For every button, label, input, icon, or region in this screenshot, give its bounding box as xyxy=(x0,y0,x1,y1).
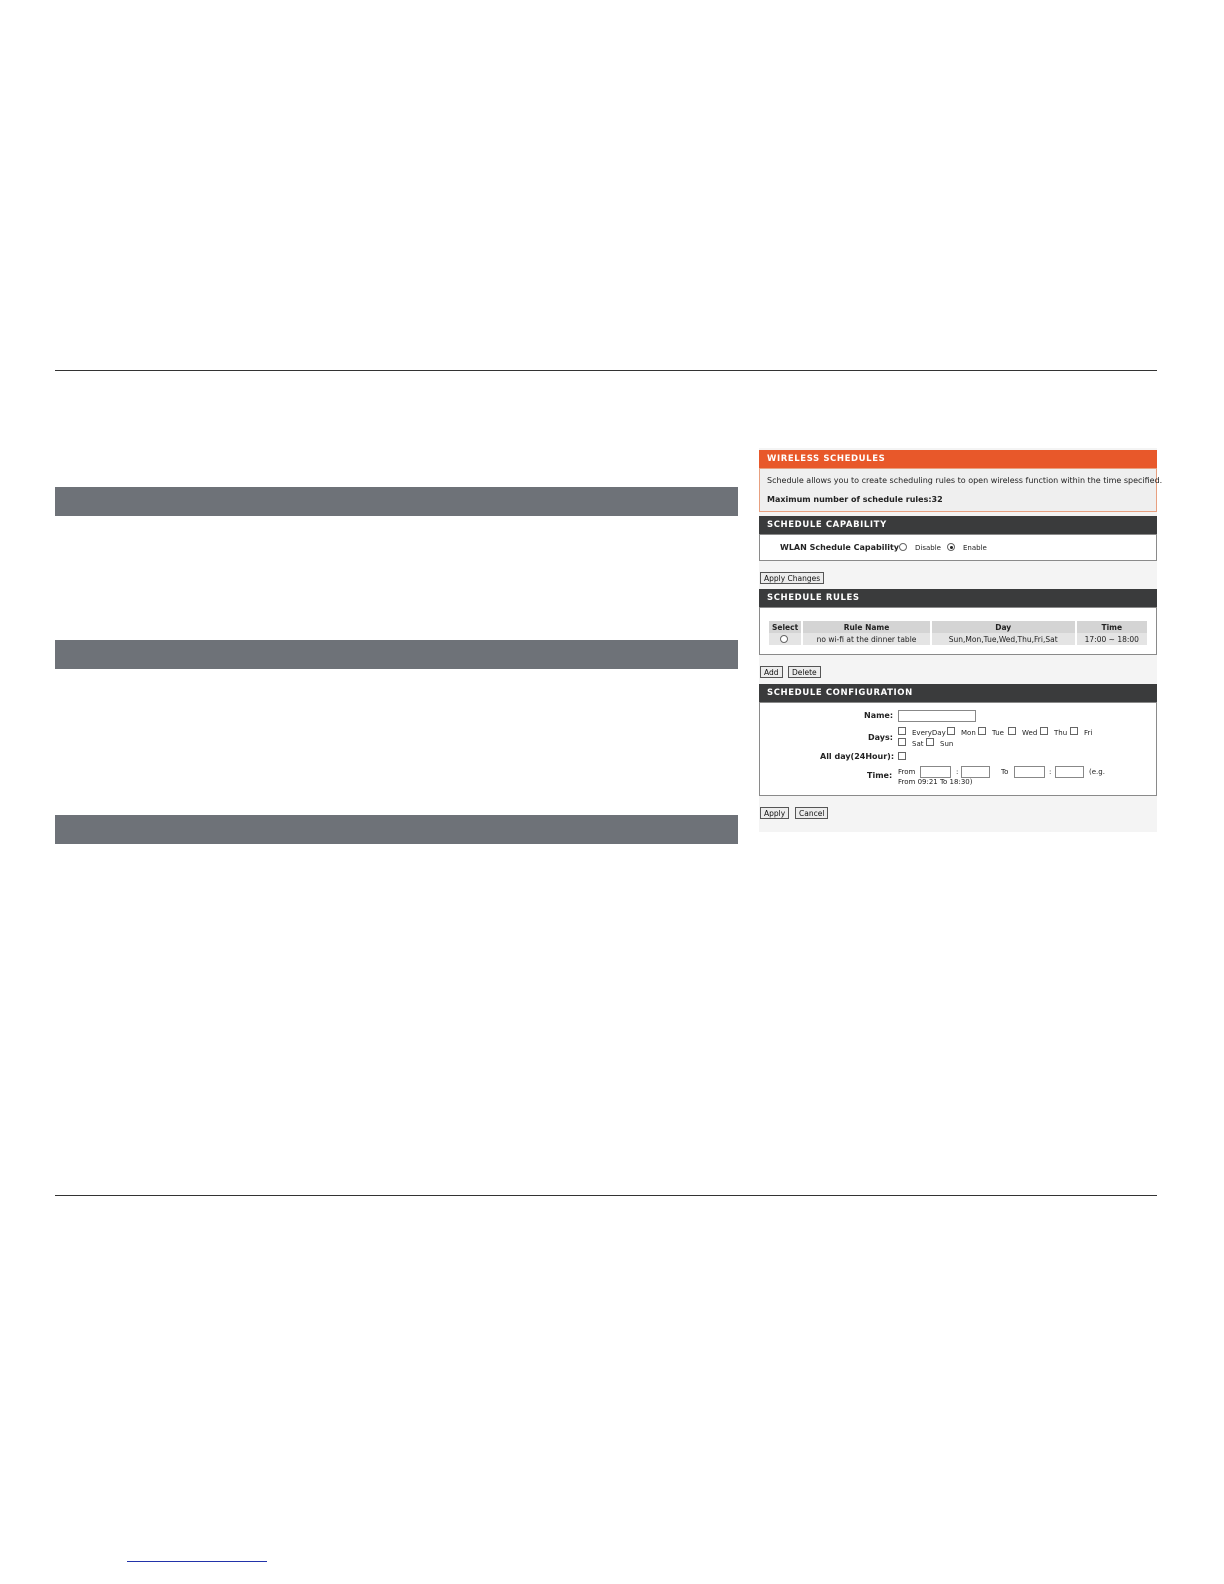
wireless-schedules-box xyxy=(759,468,1163,512)
enable-radio[interactable] xyxy=(947,543,955,551)
apply-changes-button[interactable]: Apply Changes xyxy=(760,572,824,584)
rule-select-radio[interactable] xyxy=(780,635,788,643)
footer-link-underline xyxy=(127,1561,267,1562)
allday-checkbox[interactable] xyxy=(898,752,906,760)
from-hour-input[interactable] xyxy=(920,766,951,778)
wed-label: Wed xyxy=(1022,729,1038,737)
sat-label: Sat xyxy=(912,740,924,748)
to-hour-input[interactable] xyxy=(1014,766,1045,778)
enable-label: Enable xyxy=(963,544,987,552)
example-label: (e.g. xyxy=(1089,768,1105,776)
sun-label: Sun xyxy=(940,740,954,748)
tue-label: Tue xyxy=(992,729,1004,737)
bottom-divider xyxy=(55,1195,1157,1196)
wireless-schedules-header: WIRELESS SCHEDULES xyxy=(759,450,1157,468)
apply-button[interactable]: Apply xyxy=(760,807,789,819)
col-time: Time xyxy=(1077,621,1147,633)
col-rule-name: Rule Name xyxy=(803,621,930,633)
thu-checkbox[interactable] xyxy=(1040,727,1048,735)
section-heading-bar-3 xyxy=(55,815,738,844)
time-label: Time: xyxy=(867,771,893,780)
row-select-cell xyxy=(769,633,801,645)
everyday-checkbox[interactable] xyxy=(898,727,906,735)
schedule-configuration-header: SCHEDULE CONFIGURATION xyxy=(759,684,1157,702)
schedule-rules-header: SCHEDULE RULES xyxy=(759,589,1157,607)
section-heading-bar-2 xyxy=(55,640,738,669)
to-label: To xyxy=(1001,768,1009,776)
sat-checkbox[interactable] xyxy=(898,738,906,746)
mon-label: Mon xyxy=(961,729,976,737)
wed-checkbox[interactable] xyxy=(1008,727,1016,735)
name-label: Name: xyxy=(864,711,894,720)
col-select: Select xyxy=(769,621,801,633)
sun-checkbox[interactable] xyxy=(926,738,934,746)
example-text: From 09:21 To 18:30) xyxy=(898,778,973,786)
table-row xyxy=(769,633,1147,645)
schedule-configuration-box xyxy=(759,702,1157,796)
to-colon: : xyxy=(1049,768,1052,776)
fri-label: Fri xyxy=(1084,729,1093,737)
disable-radio[interactable] xyxy=(899,543,907,551)
to-minute-input[interactable] xyxy=(1055,766,1084,778)
everyday-label: EveryDay xyxy=(912,729,946,737)
max-rules-text: Maximum number of schedule rules:32 xyxy=(767,495,943,504)
schedule-capability-header: SCHEDULE CAPABILITY xyxy=(759,516,1157,534)
row-rule-name: no wi-fi at the dinner table xyxy=(803,633,930,645)
section-heading-bar-1 xyxy=(55,487,738,516)
cancel-button[interactable]: Cancel xyxy=(795,807,828,819)
delete-button[interactable]: Delete xyxy=(788,666,821,678)
schedule-rules-table xyxy=(767,621,1149,645)
tue-checkbox[interactable] xyxy=(978,727,986,735)
mon-checkbox[interactable] xyxy=(947,727,955,735)
from-label: From xyxy=(898,768,916,776)
add-button[interactable]: Add xyxy=(760,666,783,678)
from-minute-input[interactable] xyxy=(961,766,990,778)
fri-checkbox[interactable] xyxy=(1070,727,1078,735)
router-wireless-schedules-panel xyxy=(759,448,1163,832)
wlan-capability-label: WLAN Schedule Capability xyxy=(780,543,899,552)
name-input[interactable] xyxy=(898,710,976,722)
disable-label: Disable xyxy=(915,544,941,552)
col-day: Day xyxy=(932,621,1075,633)
allday-label: All day(24Hour): xyxy=(820,752,895,761)
top-divider xyxy=(55,370,1157,371)
thu-label: Thu xyxy=(1054,729,1068,737)
days-label: Days: xyxy=(868,733,893,742)
row-time: 17:00 ~ 18:00 xyxy=(1077,633,1147,645)
schedule-capability-box xyxy=(759,534,1157,561)
row-day: Sun,Mon,Tue,Wed,Thu,Fri,Sat xyxy=(932,633,1075,645)
wireless-schedules-description: Schedule allows you to create scheduling rules to open wireless function within the time specified. xyxy=(767,476,1163,485)
from-colon: : xyxy=(956,768,959,776)
